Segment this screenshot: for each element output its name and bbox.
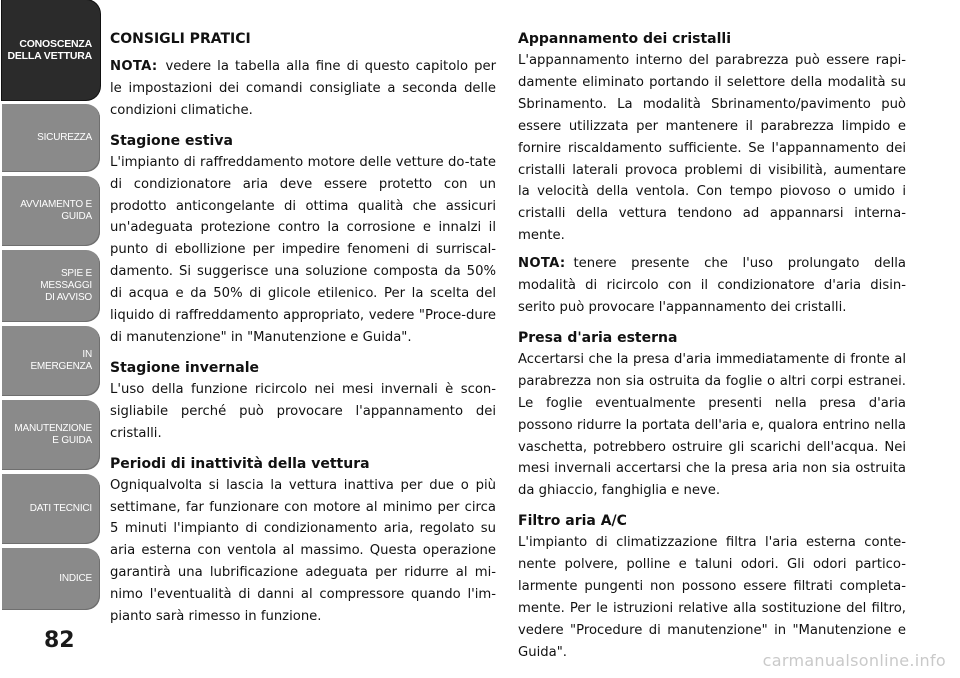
tab-manutenzione-e-guida[interactable]: MANUTENZIONE E GUIDA	[2, 400, 100, 470]
nota-label: NOTA:	[518, 256, 566, 272]
heading-stagione-invernale: Stagione invernale	[110, 359, 259, 376]
tab-spie-e-messaggi[interactable]: SPIE E MESSAGGI DI AVVISO	[2, 250, 100, 322]
heading-stagione-estiva: Stagione estiva	[110, 132, 233, 149]
paragraph-stagione-estiva: L'impianto di raffreddamento motore delle vetture do-tate di condizionatore aria deve essere protetto con un prodotto anticongelante di ottima qualità che assicuri un'adeguata protezione contro la corrosione e innalzi il punto di ebollizione per impedire fenomeni di surriscal-damento. Si suggerisce una soluzione composta da 50% di acqua e da 50% di glicole etilenico. Per la scelta del liquido di raffreddamento appropriato, vedere "Proce-dure di manutenzione" in "Manutenzione e Guida".	[110, 154, 496, 345]
tab-dati-tecnici[interactable]: DATI TECNICI	[2, 474, 100, 544]
right-column	[518, 28, 906, 664]
nota-text: vedere la tabella alla fine di questo capitolo per le impostazioni dei comandi consigliate a seconda delle condizioni climatiche.	[110, 59, 496, 118]
page-number: 82	[44, 628, 75, 653]
tab-conoscenza-della-vettura[interactable]: CONOSCENZA DELLA VETTURA	[2, 0, 100, 100]
heading-periodi-inattivita: Periodi di inattività della vettura	[110, 455, 370, 472]
left-column	[110, 28, 496, 628]
section-heading-consigli-pratici: CONSIGLI PRATICI	[110, 31, 251, 47]
nota-paragraph	[110, 56, 496, 122]
heading-presa-aria-esterna: Presa d'aria esterna	[518, 329, 678, 346]
watermark: carmanualsonline.info	[762, 651, 946, 670]
paragraph-appannamento-cristalli: L'appannamento interno del parabrezza può essere rapi-damente eliminato portando il selettore della modalità su Sbrinamento. La modalità Sbrinamento/pavimento può essere utilizzata per mantenere il parabrezza limpido e fornire riscaldamento sufficiente. Se l'appannamento dei cristalli laterali provoca problemi di visibilità, aumentare la velocità della ventola. Con tempo piovoso o umido i cristalli della vettura tendono ad appannarsi interna-mente.	[518, 53, 906, 244]
paragraph-presa-aria-esterna: Accertarsi che la presa d'aria immediatamente di fronte al parabrezza non sia ostruita da foglie o altri corpi estranei. Le foglie eventualmente presenti nella presa d'aria possono ridurre la portata dell'aria e, qualora entrino nella vaschetta, potrebbero ostruire gli scarichi dell'acqua. Nei mesi invernali accertarsi che la presa aria non sia ostruita da ghiaccio, fanghiglia e neve.	[518, 351, 906, 499]
nota-paragraph-ricircolo	[518, 253, 906, 319]
tab-indice[interactable]: INDICE	[2, 548, 100, 610]
heading-filtro-aria: Filtro aria A/C	[518, 513, 627, 530]
nota-label: NOTA:	[110, 59, 158, 74]
nota-text: tenere presente che l'uso prolungato della modalità di ricircolo con il condizionatore d'aria disin-serito può provocare l'appannamento dei cristalli.	[518, 256, 906, 315]
tab-avviamento-e-guida[interactable]: AVVIAMENTO E GUIDA	[2, 176, 100, 246]
paragraph-filtro-aria: L'impianto di climatizzazione filtra l'aria esterna conte-nente polvere, polline e taluni odori. Gli odori partico-larmente pungenti non possono essere filtrati completa-mente. Per le istruzioni relative alla sostituzione del filtro, vedere "Procedure di manutenzione" in "Manutenzione e Guida".	[518, 535, 906, 660]
paragraph-periodi-inattivita: Ogniqualvolta si lascia la vettura inattiva per due o più settimane, far funzionare con motore al minimo per circa 5 minuti l'impianto di condizionamento aria, regolato su aria esterna con ventola al massimo. Questa operazione garantirà una lubrificazione adeguata per ridurre al mi-nimo l'eventualità di danni al compressore quando l'im-pianto sarà rimesso in funzione.	[110, 477, 496, 625]
tab-sicurezza[interactable]: SICUREZZA	[2, 104, 100, 172]
paragraph-stagione-invernale: L'uso della funzione ricircolo nei mesi invernali è scon-sigliabile perché può provocare l'appannamento dei cristalli.	[110, 381, 496, 441]
tab-in-emergenza[interactable]: IN EMERGENZA	[2, 326, 100, 396]
heading-appannamento-cristalli: Appannamento dei cristalli	[518, 31, 732, 47]
chapter-sidebar	[0, 0, 104, 678]
